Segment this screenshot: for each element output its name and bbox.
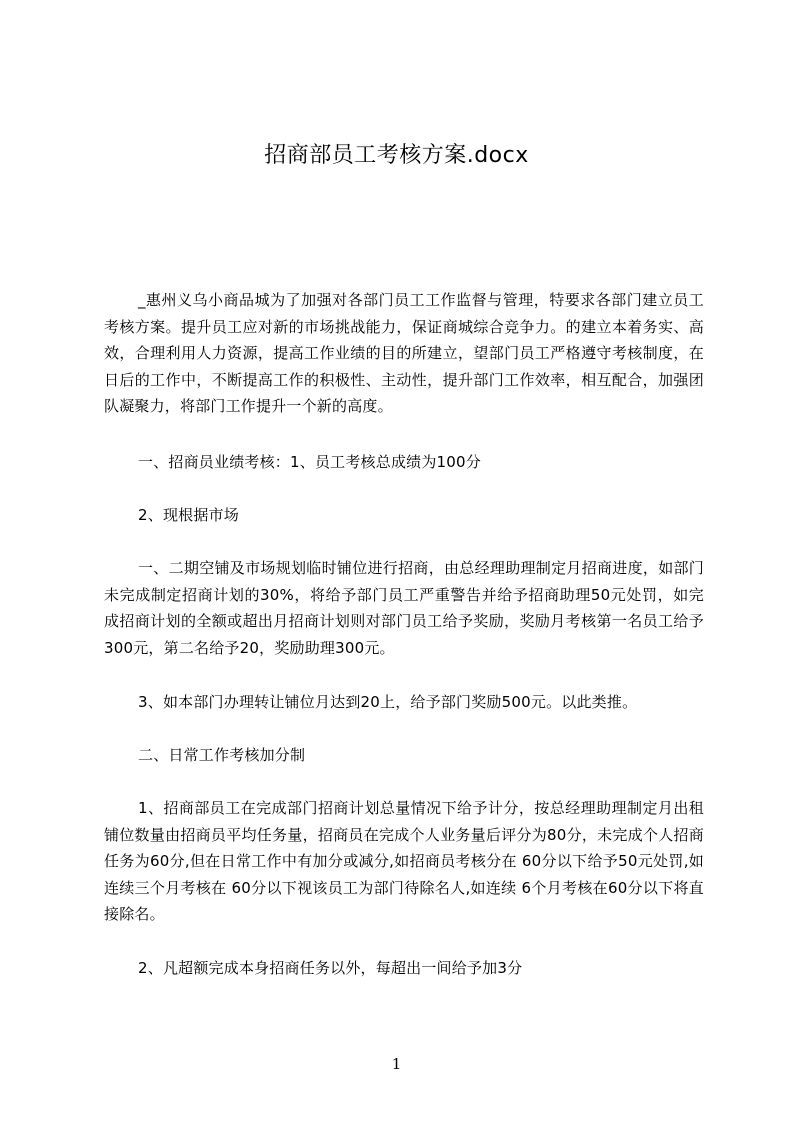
page-number: 1 (391, 1055, 402, 1073)
paragraph-section-2-heading: 二、日常工作考核加分制 (138, 746, 306, 764)
paragraph-leasing-plan: 一、二期空铺及市场规划临时铺位进行招商，由总经理助理制定月招商进度，如部门未完成制定招商计划的30%，将给予部门员工严重警告并给予招商助理50元处罚，如完成招商计划的全额或超出月招商计划则对部门员工给予奖励，奖励月考核第一名员工给予300元，第二名给予20，奖励助理300元。 (104, 559, 704, 657)
paragraph-item-3: 3、如本部门办理转让铺位月达到20上，给予部门奖励500元。以此类推。 (138, 693, 638, 711)
paragraph-intro: _惠州义乌小商品城为了加强对各部门员工工作监督与管理，特要求各部门建立员工考核方案。提升员工应对新的市场挑战能力，保证商城综合竞争力。的建立本着务实、高效，合理利用人力资源，提高工作业绩的目的所建立，望部门员工严格遵守考核制度，在日后的工作中，不断提高工作的积极性、主动性，提升部门工作效率，相互配合，加强团队凝聚力，将部门工作提升一个新的高度。 (104, 291, 704, 415)
paragraph-item-2: 2、现根据市场 (138, 506, 239, 524)
paragraph-bonus-points: 2、凡超额完成本身招商任务以外，每超出一间给予加3分 (138, 959, 523, 977)
document-title: 招商部员工考核方案.docx (264, 143, 529, 168)
paragraph-section-1-heading: 一、招商员业绩考核：1、员工考核总成绩为100分 (138, 453, 481, 471)
paragraph-scoring-rules: 1、招商部员工在完成部门招商计划总量情况下给予计分，按总经理助理制定月出租铺位数量由招商员平均任务量，招商员在完成个人业务量后评分为80分，未完成个人招商任务为60分,但在日常工作中有加分或减分,如招商员考核分在 60分以下给予50元处罚,如连续三个月考核在 60分以下视该员工为部门待除名人,如连续 6个月考核在60分以下将直接除名。 (104, 799, 704, 923)
